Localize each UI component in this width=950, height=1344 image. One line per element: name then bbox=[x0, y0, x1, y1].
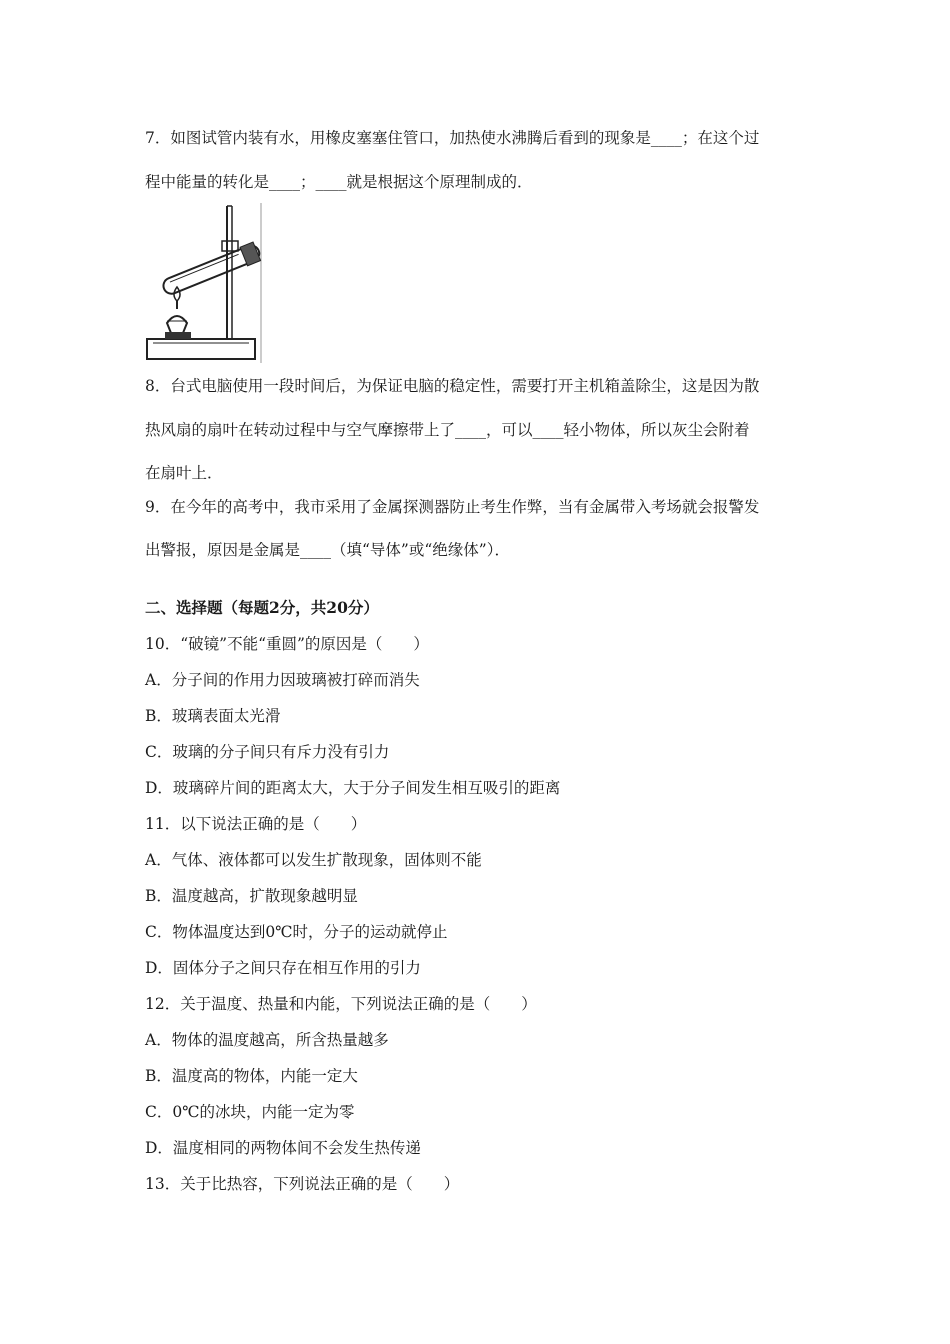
q7-line-1: 7．如图试管内装有水，用橡皮塞塞住管口，加热使水沸腾后看到的现象是____；在这个过 bbox=[145, 129, 760, 147]
q10-stem: 10．“破镜”不能“重圆”的原因是（ ） bbox=[145, 635, 429, 653]
q8-line-3: 在扇叶上． bbox=[145, 464, 223, 482]
test-tube-apparatus-figure bbox=[143, 203, 263, 363]
q13-stem: 13．关于比热容，下列说法正确的是（ ） bbox=[145, 1175, 460, 1193]
q9-line-1: 9．在今年的高考中，我市采用了金属探测器防止考生作弊，当有金属带入考场就会报警发 bbox=[145, 498, 760, 516]
q11-option-a: A．气体、液体都可以发生扩散现象，固体则不能 bbox=[145, 851, 482, 869]
q10-option-b: B．玻璃表面太光滑 bbox=[145, 707, 281, 725]
q8-line-1: 8．台式电脑使用一段时间后，为保证电脑的稳定性，需要打开主机箱盖除尘，这是因为散 bbox=[145, 377, 760, 395]
q11-option-c: C．物体温度达到0℃时，分子的运动就停止 bbox=[145, 923, 448, 941]
q12-option-d: D．温度相同的两物体间不会发生热传递 bbox=[145, 1139, 421, 1157]
test-tube-apparatus-drawing bbox=[143, 203, 263, 363]
q8-line-2: 热风扇的扇叶在转动过程中与空气摩擦带上了____，可以____轻小物体，所以灰尘会附着 bbox=[145, 421, 750, 439]
section-2-heading: 二、选择题（每题2分，共20分） bbox=[145, 598, 379, 617]
q12-option-a: A．物体的温度越高，所含热量越多 bbox=[145, 1031, 389, 1049]
q10-option-c: C．玻璃的分子间只有斥力没有引力 bbox=[145, 743, 390, 761]
q11-option-b: B．温度越高，扩散现象越明显 bbox=[145, 887, 358, 905]
q7-line-2: 程中能量的转化是____；____就是根据这个原理制成的． bbox=[145, 173, 533, 191]
q10-option-a: A．分子间的作用力因玻璃被打碎而消失 bbox=[145, 671, 420, 689]
q11-option-d: D．固体分子之间只存在相互作用的引力 bbox=[145, 959, 421, 977]
q12-option-b: B．温度高的物体，内能一定大 bbox=[145, 1067, 358, 1085]
q12-option-c: C．0℃的冰块，内能一定为零 bbox=[145, 1103, 355, 1121]
q11-stem: 11．以下说法正确的是（ ） bbox=[145, 815, 367, 833]
q10-option-d: D．玻璃碎片间的距离太大，大于分子间发生相互吸引的距离 bbox=[145, 779, 561, 797]
q12-stem: 12．关于温度、热量和内能，下列说法正确的是（ ） bbox=[145, 995, 537, 1013]
q9-line-2: 出警报，原因是金属是____（填“导体”或“绝缘体”）． bbox=[145, 541, 510, 559]
